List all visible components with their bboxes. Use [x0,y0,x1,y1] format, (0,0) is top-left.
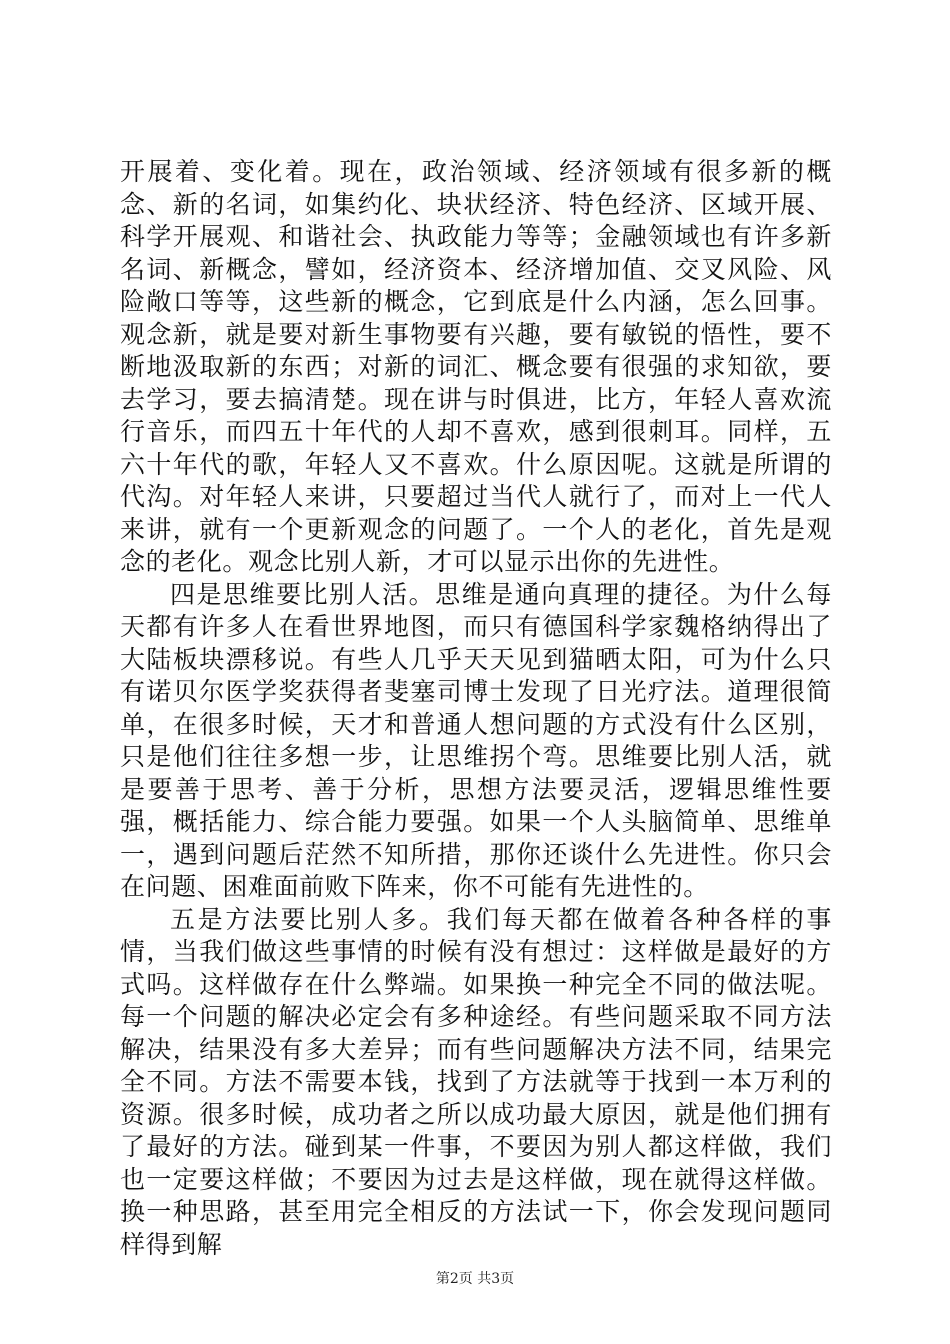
paragraph-3: 五是方法要比别人多。我们每天都在做着各种各样的事情，当我们做这些事情的时候有没有想过：这样做是最好的方式吗。这样做存在什么弊端。如果换一种完全不同的做法呢。每一个问题的解决必定会有多种途经。有些问题采取不同方法解决，结果没有多大差异；而有些问题解决方法不同，结果完全不同。方法不需要本钱，找到了方法就等于找到一本万利的资源。很多时候，成功者之所以成功最大原因，就是他们拥有了最好的方法。碰到某一件事，不要因为别人都这样做，我们也一定要这样做；不要因为过去是这样做，现在就得这样做。换一种思路，甚至用完全相反的方法试一下，你会发现问题同样得到解 [120,904,832,1259]
document-body [120,156,832,1261]
page-footer [0,1268,950,1288]
page-number-label: 第2页 共3页 [435,1271,515,1287]
paragraph-1: 开展着、变化着。现在，政治领域、经济领域有很多新的概念、新的名词，如集约化、块状经济、特色经济、区域开展、科学开展观、和谐社会、执政能力等等；金融领域也有许多新名词、新概念，譬如，经济资本、经济增加值、交叉风险、风险敞口等等，这些新的概念，它到底是什么内涵，怎么回事。观念新，就是要对新生事物要有兴趣，要有敏锐的悟性，要不断地汲取新的东西；对新的词汇、概念要有很强的求知欲，要去学习，要去搞清楚。现在讲与时俱进，比方，年轻人喜欢流行音乐，而四五十年代的人却不喜欢，感到很刺耳。同样，五六十年代的歌，年轻人又不喜欢。什么原因呢。这就是所谓的代沟。对年轻人来讲，只要超过当代人就行了，而对上一代人来讲，就有一个更新观念的问题了。一个人的老化，首先是观念的老化。观念比别人新，才可以显示出你的先进性。 [120,157,832,576]
paragraph-2: 四是思维要比别人活。思维是通向真理的捷径。为什么每天都有许多人在看世界地图，而只有德国科学家魏格纳得出了大陆板块漂移说。有些人几乎天天见到猫晒太阳，可为什么只有诺贝尔医学奖获得者斐塞司博士发现了日光疗法。道理很简单，在很多时候，天才和普通人想问题的方式没有什么区别，只是他们往往多想一步，让思维拐个弯。思维要比别人活，就是要善于思考、善于分析，思想方法要灵活，逻辑思维性要强，概括能力、综合能力要强。如果一个人头脑简单、思维单一，遇到问题后茫然不知所措，那你还谈什么先进性。你只会在问题、困难面前败下阵来，你不可能有先进性的。 [120,579,832,901]
